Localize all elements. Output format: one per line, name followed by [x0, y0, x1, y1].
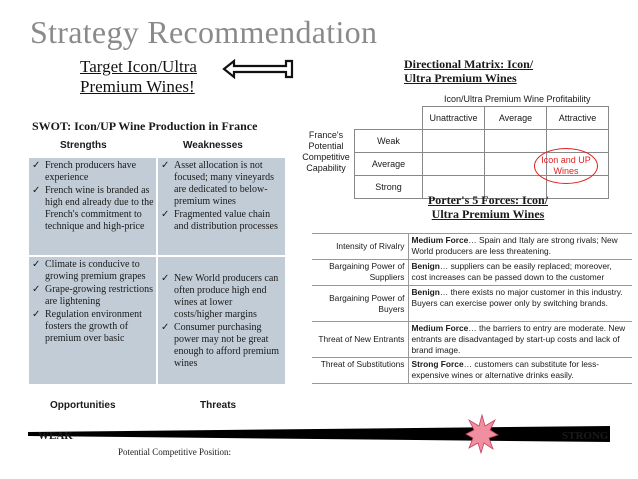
force-name: Bargaining Power of Suppliers	[312, 260, 408, 286]
target-line-1: Target Icon/Ultra	[80, 57, 197, 76]
force-text: … Spain and Italy are strong rivals; New World producers are less threatening.	[411, 235, 618, 256]
table-row	[312, 234, 632, 260]
force-name: Threat of New Entrants	[312, 322, 408, 358]
porter-title	[408, 193, 568, 221]
matrix-corner	[355, 107, 423, 130]
matrix-row-header: Strong	[355, 176, 423, 199]
opportunities-heading: Opportunities	[50, 400, 116, 411]
position-star-icon	[465, 414, 499, 454]
force-text: … suppliers can be easily replaced; moreover, cost increases can be passed down to the customer	[411, 261, 612, 282]
matrix-column-header: Attractive	[547, 107, 609, 130]
force-level: Medium Force	[411, 235, 469, 245]
capability-label: France's Potential Competitive Capability	[302, 130, 350, 173]
opportunity-item: ✓ Climate is conducive to growing premium grapes	[31, 259, 154, 283]
weaknesses-cell	[157, 157, 286, 256]
force-text: … customers can substitute for less-expensive wines or alternative drinks easily.	[411, 359, 600, 380]
matrix-row-header: Weak	[355, 130, 423, 153]
opportunities-cell	[28, 256, 157, 385]
force-name: Threat of Substitutions	[312, 358, 408, 384]
porter-title-line-2: Ultra Premium Wines	[431, 207, 545, 221]
matrix-row-header: Average	[355, 153, 423, 176]
dm-title-line-2: Ultra Premium Wines	[404, 71, 517, 85]
matrix-column-header: Average	[485, 107, 547, 130]
opportunity-item: ✓ Regulation environment fosters the growth of premium over basic	[31, 309, 154, 345]
swot-title: SWOT: Icon/UP Wine Production in France	[32, 119, 258, 133]
weakness-item: ✓ Fragmented value chain and distribution processes	[160, 209, 283, 233]
swot-grid	[28, 157, 286, 385]
threats-cell	[157, 256, 286, 385]
table-row	[312, 286, 632, 322]
force-description	[408, 322, 632, 358]
strengths-cell	[28, 157, 157, 256]
strengths-heading: Strengths	[60, 140, 107, 151]
strength-item: ✓ French wine is branded as high end already due to the French's commitment to technique and high-price	[31, 185, 154, 233]
table-row	[312, 322, 632, 358]
weak-label: WEAK	[38, 430, 73, 442]
strength-item: ✓ French producers have experience	[31, 160, 154, 184]
porter-title-line-1: Porter's 5 Forces: Icon/	[427, 193, 549, 207]
force-level: Medium Force	[411, 323, 469, 333]
position-label: Potential Competitive Position:	[118, 447, 232, 457]
force-name: Intensity of Rivalry	[312, 234, 408, 260]
table-row	[312, 260, 632, 286]
force-text: … there exists no major customer in this industry. Buyers can exercise power only by switching brands.	[411, 287, 623, 308]
matrix-cell	[485, 130, 547, 153]
force-description	[408, 286, 632, 322]
force-level: Strong Force	[411, 359, 464, 369]
threat-item: ✓ Consumer purchasing power may not be great enough to afford premium wines	[160, 322, 283, 370]
profitability-label: Icon/Ultra Premium Wine Profitability	[444, 94, 591, 104]
target-line-2: Premium Wines!	[80, 77, 195, 96]
left-arrow-icon	[222, 58, 294, 80]
threats-heading: Threats	[200, 400, 237, 411]
target-callout	[80, 57, 197, 97]
matrix-column-header: Unattractive	[423, 107, 485, 130]
competitive-position-scale	[0, 420, 638, 470]
force-description	[408, 358, 632, 384]
porter-forces-table	[312, 233, 632, 384]
weaknesses-heading: Weaknesses	[183, 140, 243, 151]
force-level: Benign	[411, 287, 440, 297]
threat-item: ✓ New World producers can often produce high end wines at lower costs/higher margins	[160, 273, 283, 321]
dm-title-line-1: Directional Matrix: Icon/	[404, 57, 534, 71]
page-title: Strategy Recommendation	[30, 14, 378, 50]
force-name: Bargaining Power of Buyers	[312, 286, 408, 322]
strong-label: STRONG	[562, 430, 609, 442]
force-level: Benign	[411, 261, 440, 271]
force-text: … the barriers to entry are moderate. New entrants are disadvantaged by start-up costs and lack of brand image.	[411, 323, 626, 355]
table-row	[312, 358, 632, 384]
force-description	[408, 234, 632, 260]
directional-matrix-title	[404, 57, 533, 85]
force-description	[408, 260, 632, 286]
opportunity-item: ✓ Grape-growing restrictions are lightening	[31, 284, 154, 308]
target-position-marker: Icon and UP Wines	[534, 148, 598, 184]
matrix-cell	[423, 153, 485, 176]
weakness-item: ✓ Asset allocation is not focused; many vineyards are dedicated to below-premium wines	[160, 160, 283, 208]
matrix-cell	[423, 130, 485, 153]
